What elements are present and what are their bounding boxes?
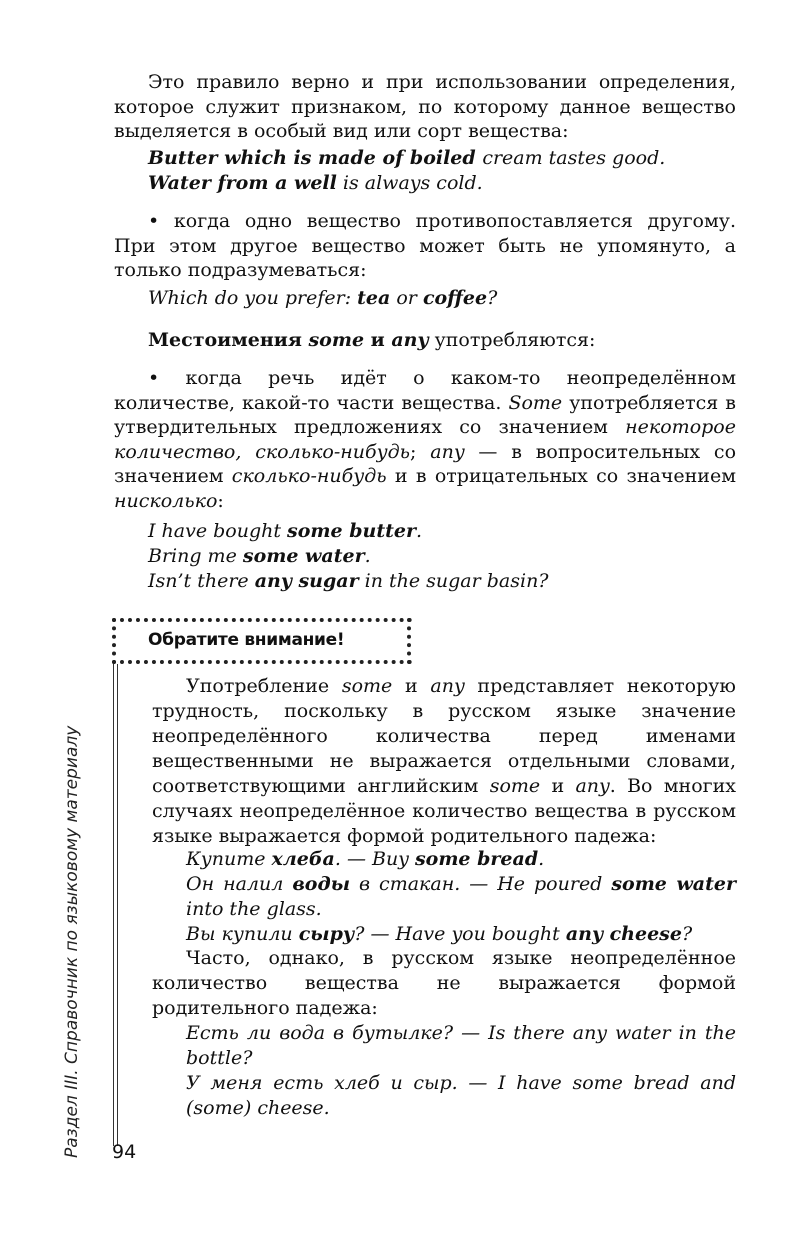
attention-example-water: Он налил воды в стакан. — He poured some water into the glass. <box>186 873 736 920</box>
example-tea-coffee: Which do you prefer: tea or coffee? <box>148 287 498 309</box>
attention-example-bottle: Есть ли вода в бутылке? — Is there any water in the bottle? <box>186 1022 736 1069</box>
example-butter-bought: I have bought some butter. <box>148 520 423 542</box>
section-heading: Местоимения some и any употребляются: <box>148 329 596 351</box>
bullet-some-any: • когда речь идёт о каком-то неопределённом количестве, какой-то части вещества. Some употребляется в утвердительных предложениях со значением некоторое количество, сколько-нибудь; any — в вопросительных со значением сколько-нибудь и в отрицательных со значением нисколько: <box>114 367 737 512</box>
attention-example-bread: Купите хлеба. — Buy some bread. <box>186 848 545 870</box>
box-rule-2 <box>117 664 118 1146</box>
bullet-contrast: • когда одно вещество противопоставляется другому. При этом другое вещество может быть не упомянуто, а только подразумеваться: <box>114 210 736 281</box>
example-water: Water from a well is always cold. <box>148 172 483 194</box>
page-number: 94 <box>112 1141 137 1163</box>
box-left-border <box>112 618 116 664</box>
section-side-caption: Раздел III. Справочник по языковому материалу <box>62 725 82 1158</box>
attention-title: Обратите внимание! <box>148 630 345 650</box>
attention-paragraph-2: Часто, однако, в русском языке неопределённое количество вещества не выражается формой родительного падежа: <box>152 947 736 1019</box>
attention-example-bread-cheese: У меня есть хлеб и сыр. — I have some bread and (some) cheese. <box>186 1072 736 1119</box>
box-right-border <box>407 618 411 664</box>
box-top-border <box>112 618 412 622</box>
box-rule-1 <box>113 664 114 1146</box>
example-butter: Butter which is made of boiled cream tastes good. <box>148 147 666 169</box>
paragraph-rule: Это правило верно и при использовании определения, которое служит признаком, по которому данное вещество выделяется в особый вид или сорт вещества: <box>114 71 736 142</box>
attention-paragraph-1: Употребление some и any представляет некоторую трудность, поскольку в русском языке значение неопределённого количества перед именами вещественными не выражается отдельными словами, соответствующими английским some и any. Во многих случаях неопределённое количество вещества в русском языке выражается формой родительного падежа: <box>152 675 736 847</box>
attention-example-cheese: Вы купили сыру? — Have you bought any cheese? <box>186 923 693 945</box>
example-bring-water: Bring me some water. <box>148 545 371 567</box>
box-bottom-border <box>112 660 412 664</box>
example-sugar: Isn’t there any sugar in the sugar basin? <box>148 570 549 592</box>
